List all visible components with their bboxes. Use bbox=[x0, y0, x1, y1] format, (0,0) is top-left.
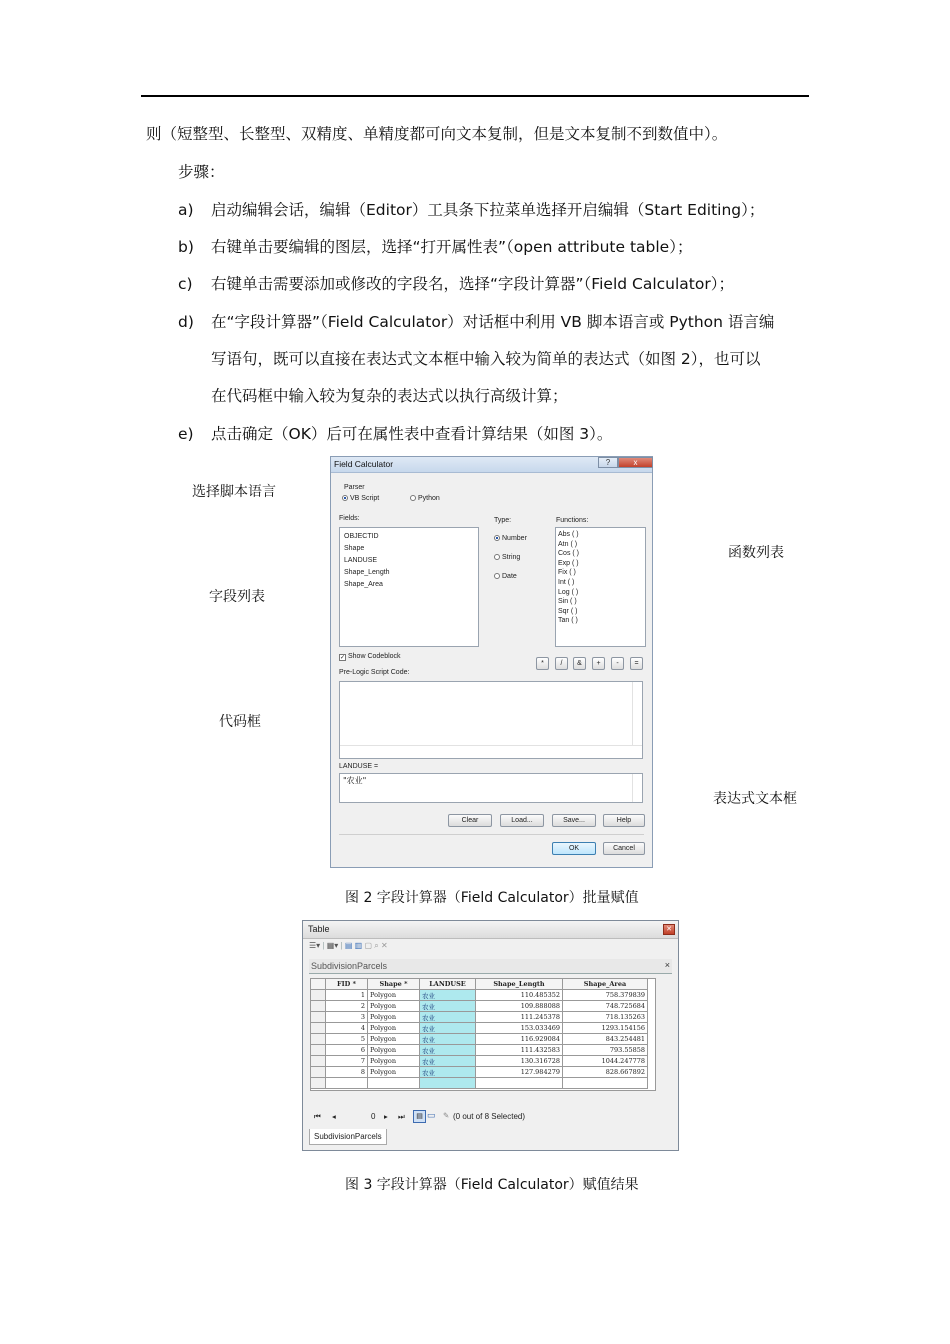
field-item[interactable]: Shape_Length bbox=[344, 569, 390, 576]
table-title: Table bbox=[308, 924, 330, 934]
step-text: 右键单击需要添加或修改的字段名，选择“字段计算器”（Field Calculator）； bbox=[211, 275, 734, 293]
layer-tab-header bbox=[309, 959, 672, 974]
vertical-scrollbar[interactable] bbox=[632, 682, 642, 746]
help-button[interactable]: Help bbox=[603, 814, 645, 827]
previous-record-icon[interactable]: ◂ bbox=[332, 1112, 336, 1121]
step-text: 写语句，既可以直接在表达式文本框中输入较为简单的表达式（如图 2），也可以 bbox=[211, 350, 761, 368]
row-selector[interactable] bbox=[311, 1067, 326, 1078]
table-cell[interactable]: 6 bbox=[326, 1045, 368, 1056]
type-date-radio[interactable]: Date bbox=[494, 573, 517, 580]
multiply-operator-button[interactable]: * bbox=[536, 657, 549, 670]
step-letter: b) bbox=[178, 238, 194, 256]
row-selector-header bbox=[311, 979, 326, 990]
annotation-code-box: 代码框 bbox=[219, 714, 261, 730]
table-cell[interactable]: 4 bbox=[326, 1023, 368, 1034]
figure3-caption: 图 3 字段计算器（Field Calculator）赋值结果 bbox=[345, 1177, 639, 1193]
table-cell[interactable]: 农业 bbox=[420, 1012, 476, 1023]
function-item[interactable]: Tan ( ) bbox=[558, 617, 578, 625]
parser-python-radio[interactable]: Python bbox=[410, 495, 440, 502]
table-cell bbox=[326, 1078, 368, 1089]
switch-selection-icon[interactable]: ▥ bbox=[354, 941, 363, 950]
table-cell[interactable]: 农业 bbox=[420, 1056, 476, 1067]
select-by-attributes-icon[interactable]: ▤ bbox=[344, 941, 353, 950]
plus-operator-button[interactable]: + bbox=[592, 657, 605, 670]
type-label: Type: bbox=[494, 517, 512, 524]
edit-pencil-icon: ✎ bbox=[443, 1111, 450, 1120]
field-calculator-dialog bbox=[330, 456, 653, 868]
table-cell[interactable]: 116.929084 bbox=[476, 1034, 563, 1045]
field-item[interactable]: Shape_Area bbox=[344, 581, 383, 588]
selection-status: (0 out of 8 Selected) bbox=[453, 1112, 526, 1121]
row-selector[interactable] bbox=[311, 1034, 326, 1045]
row-selector[interactable] bbox=[311, 1012, 326, 1023]
table-cell bbox=[311, 1078, 326, 1089]
annotation-function-list: 函数列表 bbox=[728, 545, 784, 561]
type-string-radio[interactable]: String bbox=[494, 554, 520, 561]
cancel-button[interactable]: Cancel bbox=[603, 842, 645, 855]
table-cell[interactable]: 718.135263 bbox=[563, 1012, 648, 1023]
dialog-titlebar bbox=[331, 457, 652, 473]
table-cell[interactable]: 748.725684 bbox=[563, 1001, 648, 1012]
table-row[interactable] bbox=[311, 1023, 648, 1034]
functions-label: Functions: bbox=[556, 517, 589, 524]
step-letter: c) bbox=[178, 275, 193, 293]
table-cell[interactable]: 110.485352 bbox=[476, 990, 563, 1001]
load-button[interactable]: Load... bbox=[500, 814, 544, 827]
table-window bbox=[302, 920, 679, 1151]
table-cell[interactable]: 2 bbox=[326, 1001, 368, 1012]
table-options-icon[interactable]: ☰▾ bbox=[309, 941, 321, 950]
minus-operator-button[interactable]: - bbox=[611, 657, 624, 670]
table-cell[interactable]: 758.379839 bbox=[563, 990, 648, 1001]
table-cell bbox=[563, 1078, 648, 1089]
step-text: 启动编辑会话，编辑（Editor）工具条下拉菜单选择开启编辑（Start Editing）； bbox=[211, 201, 765, 219]
expression-value: "农业" bbox=[343, 776, 367, 785]
zoom-to-selected-icon[interactable]: ⌕ bbox=[374, 941, 379, 950]
table-cell bbox=[368, 1078, 420, 1089]
table-cell[interactable]: 793.55858 bbox=[563, 1045, 648, 1056]
divider bbox=[339, 834, 644, 835]
table-cell[interactable]: 153.033469 bbox=[476, 1023, 563, 1034]
table-row[interactable] bbox=[311, 1067, 648, 1078]
table-cell[interactable]: 1 bbox=[326, 990, 368, 1001]
delete-selected-icon[interactable]: ✕ bbox=[380, 941, 388, 950]
continuation-text: 则（短整型、长整型、双精度、单精度都可向文本复制，但是文本复制不到数值中）。 bbox=[146, 125, 728, 143]
table-row[interactable] bbox=[311, 1045, 648, 1056]
table-cell[interactable]: 8 bbox=[326, 1067, 368, 1078]
table-cell[interactable]: Polygon bbox=[368, 1034, 420, 1045]
record-number-input[interactable]: 0 bbox=[371, 1112, 376, 1121]
annotation-field-list: 字段列表 bbox=[209, 589, 265, 605]
column-header[interactable]: Shape_Length bbox=[476, 979, 563, 990]
help-title-button[interactable]: ? bbox=[598, 457, 618, 468]
table-cell[interactable]: 7 bbox=[326, 1056, 368, 1067]
type-number-radio[interactable]: Number bbox=[494, 535, 527, 542]
table-cell[interactable]: Polygon bbox=[368, 1001, 420, 1012]
table-cell[interactable]: Polygon bbox=[368, 1045, 420, 1056]
figure2-caption: 图 2 字段计算器（Field Calculator）批量赋值 bbox=[345, 890, 639, 906]
table-header-row bbox=[311, 979, 648, 990]
clear-button[interactable]: Clear bbox=[448, 814, 492, 827]
next-record-icon[interactable]: ▸ bbox=[384, 1112, 388, 1121]
table-row[interactable] bbox=[311, 1034, 648, 1045]
close-icon[interactable]: ✕ bbox=[663, 924, 675, 935]
checkmark-icon: ✓ bbox=[340, 655, 346, 661]
function-item[interactable]: Exp ( ) bbox=[558, 559, 579, 567]
table-cell[interactable]: 农业 bbox=[420, 1067, 476, 1078]
table-cell[interactable]: 111.432583 bbox=[476, 1045, 563, 1056]
function-item[interactable]: Log ( ) bbox=[558, 588, 579, 596]
table-row[interactable] bbox=[311, 1001, 648, 1012]
table-cell[interactable]: 130.316728 bbox=[476, 1056, 563, 1067]
field-item[interactable]: Shape bbox=[344, 545, 365, 552]
table-cell[interactable]: 1044.247778 bbox=[563, 1056, 648, 1067]
expression-label: LANDUSE = bbox=[339, 763, 379, 770]
header-rule bbox=[141, 95, 809, 97]
close-title-button[interactable]: x bbox=[618, 457, 653, 468]
annotation-expression-box: 表达式文本框 bbox=[713, 791, 797, 807]
radio-selected-icon bbox=[342, 495, 348, 501]
functions-list[interactable] bbox=[555, 527, 646, 647]
prelogic-code-box[interactable] bbox=[339, 681, 643, 759]
function-item[interactable]: Fix ( ) bbox=[558, 569, 576, 577]
step-letter: e) bbox=[178, 425, 194, 443]
table-cell[interactable]: 农业 bbox=[420, 1001, 476, 1012]
ok-button[interactable]: OK bbox=[552, 842, 596, 855]
step-letter: d) bbox=[178, 313, 194, 331]
table-cell[interactable]: Polygon bbox=[368, 990, 420, 1001]
save-button[interactable]: Save... bbox=[552, 814, 596, 827]
dialog-title: Field Calculator bbox=[334, 459, 394, 469]
fields-list[interactable] bbox=[339, 527, 479, 647]
table-cell[interactable]: 5 bbox=[326, 1034, 368, 1045]
table-cell bbox=[420, 1078, 476, 1089]
table-cell[interactable]: Polygon bbox=[368, 1012, 420, 1023]
function-item[interactable]: Int ( ) bbox=[558, 579, 575, 586]
table-cell[interactable]: 农业 bbox=[420, 1034, 476, 1045]
row-selector[interactable] bbox=[311, 990, 326, 1001]
table-cell[interactable]: 农业 bbox=[420, 1023, 476, 1034]
column-header[interactable]: Shape_Area bbox=[563, 979, 648, 990]
radio-empty-icon bbox=[494, 554, 500, 560]
ampersand-operator-button[interactable]: & bbox=[573, 657, 586, 670]
annotation-script-language: 选择脚本语言 bbox=[192, 484, 276, 500]
column-header[interactable]: Shape * bbox=[368, 979, 420, 990]
radio-empty-icon bbox=[410, 495, 416, 501]
function-item[interactable]: Cos ( ) bbox=[558, 550, 579, 558]
layer-tab-name[interactable]: SubdivisionParcels bbox=[311, 961, 388, 971]
table-cell[interactable]: 111.245378 bbox=[476, 1012, 563, 1023]
radio-empty-icon bbox=[494, 573, 500, 579]
function-item[interactable]: Atn ( ) bbox=[558, 540, 578, 548]
column-header[interactable]: FID * bbox=[326, 979, 368, 990]
navigation-bar bbox=[309, 1109, 672, 1124]
fields-label: Fields: bbox=[339, 515, 360, 522]
clear-selection-icon[interactable]: ▢ bbox=[364, 941, 373, 950]
row-selector[interactable] bbox=[311, 1056, 326, 1067]
field-item[interactable]: LANDUSE bbox=[344, 557, 378, 564]
table-cell[interactable]: Polygon bbox=[368, 1067, 420, 1078]
step-text: 在“字段计算器”（Field Calculator）对话框中利用 VB 脚本语言或 Python 语言编 bbox=[211, 313, 775, 331]
step-text: 点击确定（OK）后可在属性表中查看计算结果（如图 3）。 bbox=[211, 425, 613, 443]
row-selector[interactable] bbox=[311, 1045, 326, 1056]
table-cell[interactable]: 农业 bbox=[420, 1045, 476, 1056]
table-cell[interactable]: Polygon bbox=[368, 1023, 420, 1034]
table-cell[interactable]: 109.888088 bbox=[476, 1001, 563, 1012]
table-cell[interactable]: 3 bbox=[326, 1012, 368, 1023]
table-cell[interactable]: 828.667892 bbox=[563, 1067, 648, 1078]
field-item[interactable]: OBJECTID bbox=[344, 533, 379, 540]
equals-operator-button[interactable]: = bbox=[630, 657, 643, 670]
column-header[interactable]: LANDUSE bbox=[420, 979, 476, 990]
horizontal-scrollbar[interactable] bbox=[340, 745, 642, 758]
parser-vbscript-radio[interactable]: VB Script bbox=[342, 495, 379, 502]
step-letter: a) bbox=[178, 201, 194, 219]
parser-label: Parser bbox=[344, 484, 365, 491]
function-item[interactable]: Sin ( ) bbox=[558, 598, 577, 606]
prelogic-label: Pre-Logic Script Code: bbox=[339, 669, 410, 676]
empty-table-row bbox=[311, 1078, 648, 1089]
show-codeblock-checkbox[interactable]: ✓ Show Codeblock bbox=[340, 653, 401, 661]
table-cell bbox=[476, 1078, 563, 1089]
divide-operator-button[interactable]: / bbox=[555, 657, 568, 670]
table-row[interactable] bbox=[311, 1012, 648, 1023]
table-cell[interactable]: 843.254481 bbox=[563, 1034, 648, 1045]
bottom-layer-tab[interactable]: SubdivisionParcels bbox=[309, 1129, 387, 1145]
vertical-scrollbar[interactable] bbox=[632, 774, 642, 802]
function-item[interactable]: Abs ( ) bbox=[558, 531, 579, 538]
step-text: 右键单击要编辑的图层，选择“打开属性表”（open attribute table）； bbox=[211, 238, 693, 256]
related-tables-icon[interactable]: ▦▾ bbox=[326, 941, 339, 950]
row-selector[interactable] bbox=[311, 1001, 326, 1012]
table-row[interactable] bbox=[311, 1056, 648, 1067]
table-toolbar: ☰▾ | ▦▾ | ▤ ▥ ▢ ⌕ ✕ bbox=[309, 941, 388, 950]
table-titlebar bbox=[303, 921, 678, 939]
table-cell[interactable]: 农业 bbox=[420, 990, 476, 1001]
radio-selected-icon bbox=[494, 535, 500, 541]
table-cell[interactable]: Polygon bbox=[368, 1056, 420, 1067]
close-tab-icon[interactable]: × bbox=[664, 960, 670, 970]
step-text: 在代码框中输入较为复杂的表达式以执行高级计算； bbox=[211, 387, 568, 405]
row-selector[interactable] bbox=[311, 1023, 326, 1034]
attribute-table bbox=[310, 978, 648, 1089]
first-record-icon[interactable]: ⏮ bbox=[314, 1112, 321, 1121]
show-all-records-icon[interactable]: ▤ bbox=[413, 1110, 426, 1123]
last-record-icon[interactable]: ⏭ bbox=[398, 1112, 405, 1121]
table-row[interactable] bbox=[311, 990, 648, 1001]
table-cell[interactable]: 1293.154156 bbox=[563, 1023, 648, 1034]
steps-heading: 步骤： bbox=[178, 163, 225, 181]
show-selected-records-icon[interactable]: ▭ bbox=[427, 1110, 436, 1120]
table-cell[interactable]: 127.984279 bbox=[476, 1067, 563, 1078]
expression-box[interactable] bbox=[339, 773, 643, 803]
function-item[interactable]: Sqr ( ) bbox=[558, 607, 578, 615]
